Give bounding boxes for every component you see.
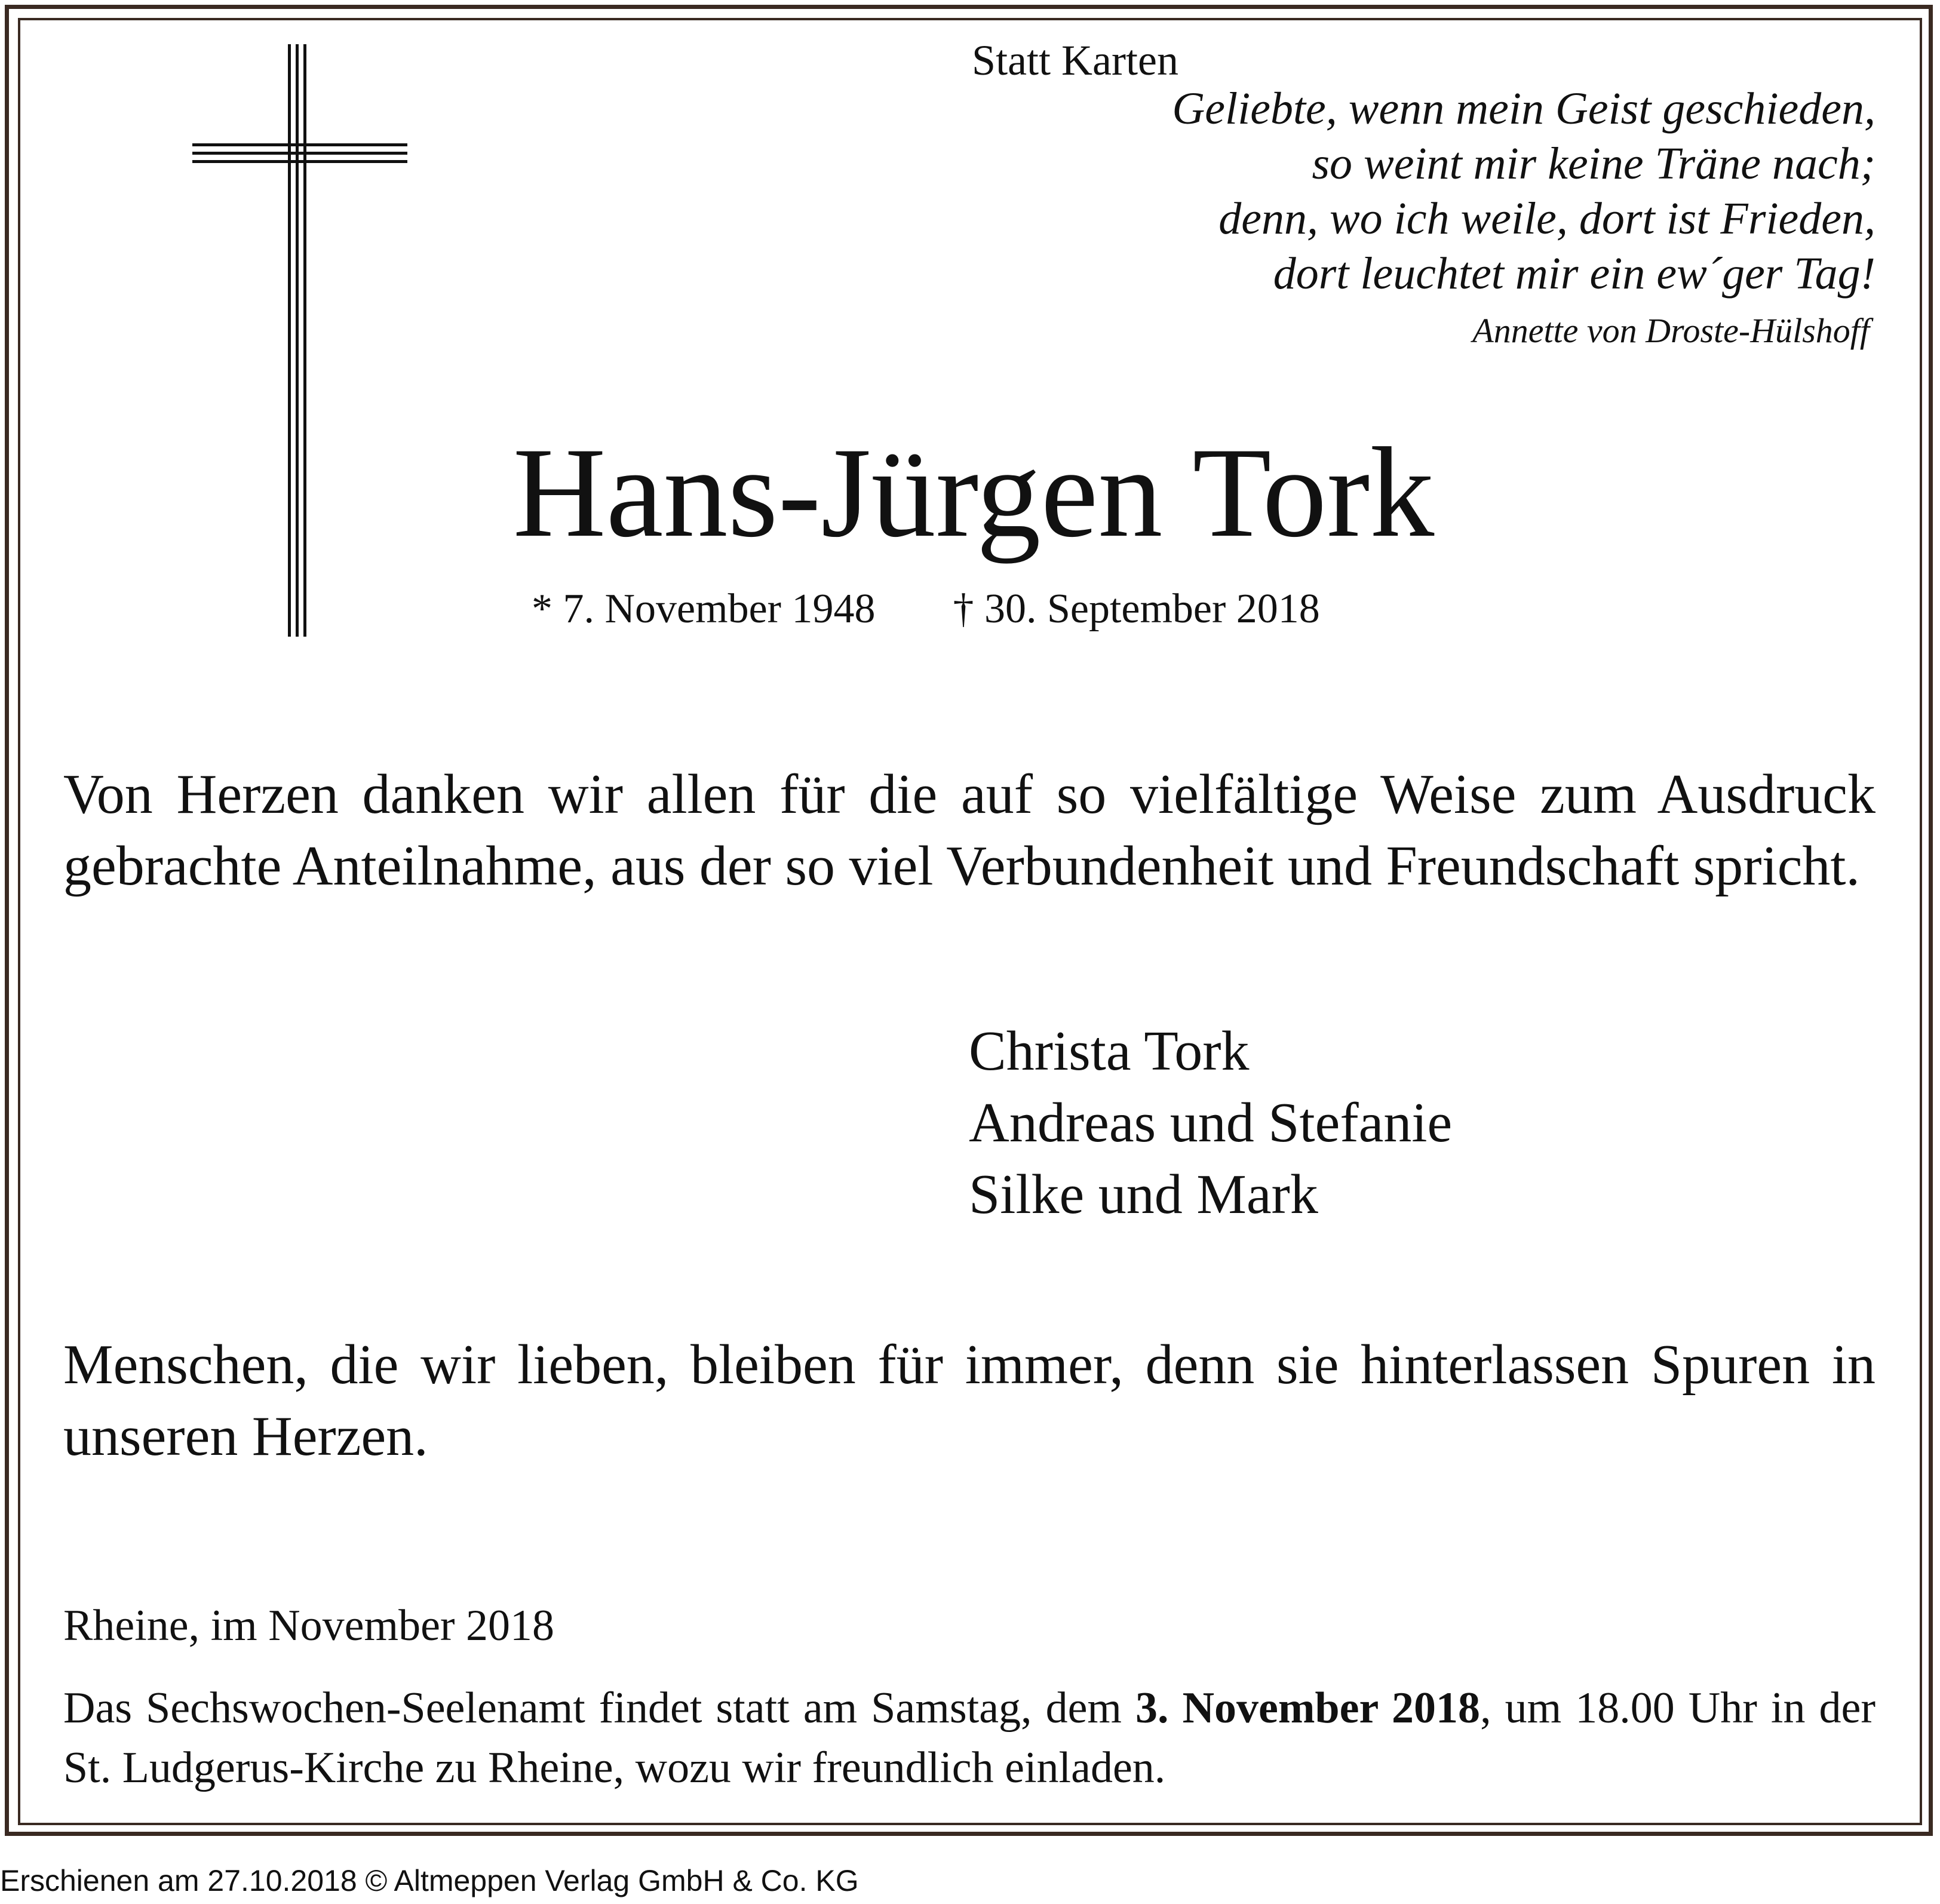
poem-quote xyxy=(1172,81,1875,301)
signer-name: Andreas und Stefanie xyxy=(969,1092,1453,1154)
signers-list xyxy=(969,1015,1452,1230)
quote-line: so weint mir keine Träne nach; xyxy=(1312,139,1875,189)
place-date: Rheine, im November 2018 xyxy=(63,1601,555,1650)
death-date: † 30. September 2018 xyxy=(953,586,1320,632)
statt-karten-heading: Statt Karten xyxy=(972,36,1178,84)
memorial-text: Menschen, die wir lieben, bleiben für immer, denn sie hinterlassen Spuren in unseren Herzen. xyxy=(63,1334,1875,1467)
cross-icon xyxy=(192,44,407,637)
deceased-name: Hans-Jürgen Tork xyxy=(512,421,1435,564)
publication-footer: Erschienen am 27.10.2018 © Altmeppen Verlag GmbH & Co. KG xyxy=(0,1864,859,1897)
quote-line: dort leuchtet mir ein ew´ger Tag! xyxy=(1273,248,1875,299)
notice-text-after: , um 18.00 Uhr in der St. Ludgerus-Kirche zu Rheine, wozu wir freundlich einladen. xyxy=(63,1684,1875,1792)
birth-date: * 7. November 1948 xyxy=(532,586,876,632)
notice-text-before: Das Sechswochen-Seelenamt findet statt am Samstag, dem xyxy=(63,1684,1136,1733)
quote-line: denn, wo ich weile, dort ist Frieden, xyxy=(1218,194,1875,244)
signer-name: Christa Tork xyxy=(969,1020,1250,1082)
thanks-text: Von Herzen danken wir allen für die auf so vielfältige Weise zum Ausdruck gebrachte Anteilnahme, aus der so viel Verbundenheit und Freundschaft spricht. xyxy=(63,763,1875,897)
quote-line: Geliebte, wenn mein Geist geschieden, xyxy=(1172,84,1875,134)
signer-name: Silke und Mark xyxy=(969,1163,1318,1226)
notice-date-bold: 3. November 2018 xyxy=(1135,1684,1481,1733)
quote-author: Annette von Droste-Hülshoff xyxy=(1472,311,1870,350)
life-dates xyxy=(532,585,1320,633)
service-notice xyxy=(63,1678,1875,1798)
